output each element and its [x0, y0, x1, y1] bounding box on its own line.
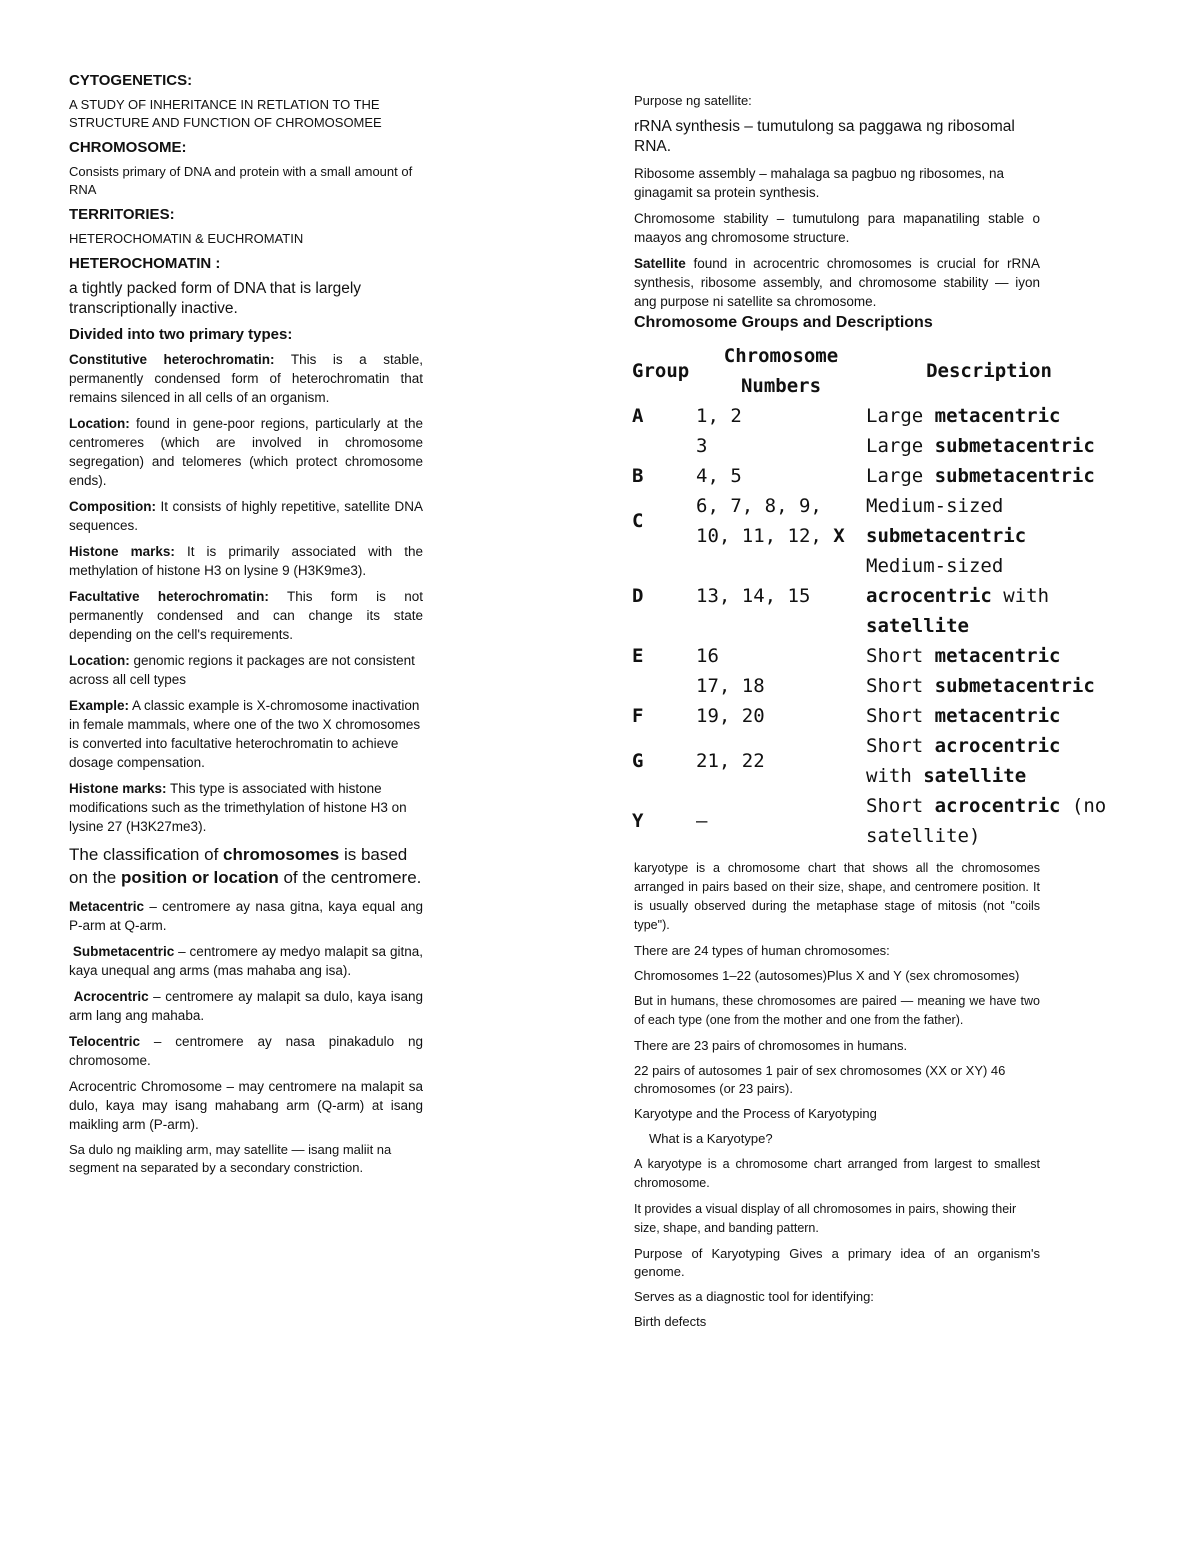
location-paragraph-2: [69, 651, 423, 689]
description-desc-bold2: satellite: [923, 765, 1027, 787]
it-provides-paragraph: It provides a visual display of all chromosomes in pairs, showing their size, shape, and banding pattern.: [634, 1202, 1017, 1235]
numbers-text: 3: [696, 435, 708, 457]
group-cell: B: [632, 465, 644, 487]
histone-label-1: Histone marks:: [69, 544, 175, 559]
classification-text-e: of the centromere.: [278, 868, 422, 887]
histone-text-2: This type is associated with histone modifications such as the trimethylation of histone H3 on lysine 27 (H3K27me3).: [69, 781, 407, 834]
purpose-satellite-heading: Purpose ng satellite:: [634, 93, 752, 108]
numbers-text: 21, 22: [696, 750, 765, 772]
numbers-text: 13, 14, 15: [696, 585, 811, 607]
group-cell: E: [632, 645, 644, 667]
group-cell: A: [632, 405, 644, 427]
classification-bold-position: position or location: [121, 868, 279, 887]
table-row: [632, 641, 1112, 671]
karyotype-definition: karyotype is a chromosome chart that shows all the chromosomes arranged in pairs based on their size, shape, and centromere position. It is usually observed during the metaphase stage of mitosis (not "coils type").: [634, 861, 1040, 932]
histone-paragraph-2: [69, 779, 423, 836]
description-cell: [866, 461, 1112, 491]
description-desc-bold: submetacentric: [934, 675, 1095, 697]
classification-paragraph: [69, 843, 423, 889]
purpose-karyotyping-paragraph: Purpose of Karyotyping Gives a primary idea of an organism's genome.: [634, 1246, 1040, 1279]
table-row: [632, 551, 1112, 641]
ribosome-assembly-paragraph: Ribosome assembly – mahalaga sa pagbuo ng ribosomes, na ginagamit sa protein synthesis.: [634, 166, 1004, 200]
classification-text-a: The classification of: [69, 845, 224, 864]
numbers-text: 4, 5: [696, 465, 742, 487]
group-cell: Y: [632, 810, 644, 832]
numbers-cell: [696, 461, 866, 491]
facultative-paragraph: [69, 587, 423, 644]
description-desc-pre: Large: [866, 405, 935, 427]
types-24-paragraph: There are 24 types of human chromosomes:: [634, 943, 890, 958]
divided-heading: Divided into two primary types:: [69, 326, 293, 343]
description-desc-pre: Large: [866, 465, 935, 487]
submetacentric-paragraph: [69, 942, 423, 980]
description-cell: [866, 671, 1112, 701]
serves-as-paragraph: Serves as a diagnostic tool for identifying:: [634, 1289, 874, 1304]
table-row: [632, 461, 1112, 491]
description-desc-pre: Medium-sized: [866, 555, 1015, 577]
telocentric-paragraph: [69, 1032, 423, 1070]
territories-heading: TERRITORIES:: [69, 206, 175, 223]
numbers-cell: [696, 401, 866, 431]
example-text: A classic example is X-chromosome inactivation in female mammals, where one of the two X chromosomes is converted into facultative heterochromatin to achieve dosage compensation.: [69, 698, 421, 770]
description-desc-bold2: satellite: [866, 615, 969, 637]
histone-paragraph-1: [69, 542, 423, 580]
table-row: [632, 671, 1112, 701]
header-numbers: Chromosome Numbers: [723, 345, 839, 397]
table-title: Chromosome Groups and Descriptions: [634, 314, 933, 331]
constitutive-label: Constitutive heterochromatin:: [69, 352, 275, 367]
numbers-text: 19, 20: [696, 705, 765, 727]
a-karyotype-paragraph: A karyotype is a chromosome chart arranged from largest to smallest chromosome.: [634, 1157, 1040, 1190]
location-text-1: found in gene-poor regions, particularly at the centromeres (which are involved in chromosome segregation) and telomeres (which protect chromosome ends).: [69, 416, 423, 488]
satellite-text: found in acrocentric chromosomes is crucial for rRNA synthesis, ribosome assembly, and chromosome stability — iyon ang purpose ni satellite sa chromosome.: [634, 256, 1040, 309]
location-paragraph-1: [69, 414, 423, 490]
satellite-label: Satellite: [634, 256, 686, 271]
header-description: Description: [926, 360, 1052, 382]
description-desc-bold: acrocentric: [866, 585, 992, 607]
description-desc-bold: submetacentric: [934, 435, 1095, 457]
chromosome-heading: CHROMOSOME:: [69, 139, 187, 156]
cytogenetics-definition: A STUDY OF INHERITANCE IN RETLATION TO THE STRUCTURE AND FUNCTION OF CHROMOSOMEE: [69, 97, 382, 130]
numbers-cell: [696, 791, 866, 851]
facultative-label: Facultative heterochromatin:: [69, 589, 269, 604]
histone-label-2: Histone marks:: [69, 781, 167, 796]
description-cell: [866, 551, 1112, 641]
group-cell: G: [632, 750, 644, 772]
pairs-22-paragraph: 22 pairs of autosomes 1 pair of sex chromosomes (XX or XY) 46 chromosomes (or 23 pairs).: [634, 1063, 1006, 1096]
left-column: [69, 72, 423, 1184]
but-in-humans-paragraph: But in humans, these chromosomes are paired — meaning we have two of each type (one from the mother and one from the father).: [634, 994, 1040, 1027]
chromosome-stability-paragraph: Chromosome stability – tumutulong para mapanatiling stable o maayos ang chromosome structure.: [634, 211, 1040, 245]
numbers-text: 1, 2: [696, 405, 742, 427]
constitutive-text: This is a stable, permanently condensed form of heterochromatin that remains silenced in all cells of an organism.: [69, 352, 424, 405]
numbers-cell: [696, 551, 866, 641]
numbers-text: —: [696, 810, 708, 832]
description-cell: [866, 401, 1112, 431]
submetacentric-text: – centromere ay medyo malapit sa gitna, kaya unequal ang arms (mas mahaba ang isa).: [69, 944, 423, 978]
satellite-paragraph: [634, 254, 1040, 311]
description-desc-pre: Large: [866, 435, 935, 457]
description-desc-pre: Medium-sized: [866, 495, 1015, 517]
table-header-row: [632, 341, 1112, 401]
telocentric-label: Telocentric: [69, 1034, 141, 1049]
description-desc-bold: acrocentric: [934, 735, 1061, 757]
sa-dulo-paragraph: Sa dulo ng maikling arm, may satellite — isang maliit na segment na separated by a secondary constriction.: [69, 1142, 392, 1175]
description-desc-pre: Short: [866, 645, 935, 667]
submetacentric-label: Submetacentric: [72, 944, 175, 959]
table-row: [632, 731, 1112, 791]
description-desc-post: with: [866, 735, 1072, 787]
table-row: [632, 491, 1112, 551]
pairs-23-paragraph: There are 23 pairs of chromosomes in humans.: [634, 1038, 908, 1053]
composition-text: It consists of highly repetitive, satellite DNA sequences.: [69, 499, 423, 533]
location-label-1: Location:: [69, 416, 130, 431]
header-group: Group: [632, 360, 690, 382]
location-label-2: Location:: [69, 653, 130, 668]
acrocentric-label: Acrocentric: [73, 989, 149, 1004]
description-cell: [866, 431, 1112, 461]
chromosome-definition: Consists primary of DNA and protein with a small amount of RNA: [69, 164, 413, 197]
group-cell: C: [632, 510, 644, 532]
heterochromatin-heading: HETEROCHOMATIN :: [69, 255, 221, 272]
description-cell: [866, 791, 1118, 851]
description-desc-bold: metacentric: [934, 645, 1061, 667]
group-cell: F: [632, 705, 644, 727]
description-desc-pre: Short: [866, 675, 935, 697]
numbers-cell: [696, 701, 866, 731]
birth-defects-paragraph: Birth defects: [634, 1314, 707, 1329]
description-desc-post: with: [991, 585, 1061, 607]
metacentric-label: Metacentric: [69, 899, 145, 914]
rrna-synthesis-paragraph: rRNA synthesis – tumutulong sa paggawa ng ribosomal RNA.: [634, 118, 1015, 155]
chromosome-groups-table: [632, 341, 1118, 851]
example-paragraph: [69, 696, 423, 772]
description-desc-pre: Short: [866, 705, 935, 727]
constitutive-paragraph: [69, 350, 423, 407]
numbers-cell: [696, 431, 866, 461]
composition-paragraph: [69, 497, 423, 535]
numbers-text: 17, 18: [696, 675, 765, 697]
table-row: [632, 701, 1112, 731]
description-cell: [866, 701, 1112, 731]
right-column: [632, 92, 1118, 1338]
description-desc-bold: metacentric: [934, 405, 1061, 427]
numbers-cell: [696, 731, 866, 791]
table-row: [632, 791, 1112, 851]
facultative-text: This form is not permanently condensed and can change its state depending on the cell's requirements.: [69, 589, 423, 642]
table-row: [632, 401, 1112, 431]
numbers-cell: [696, 491, 866, 551]
acrocentric-paragraph: [69, 987, 423, 1025]
description-desc-bold: acrocentric: [934, 795, 1061, 817]
histone-text-1: It is primarily associated with the methylation of histone H3 on lysine 9 (H3K9me3).: [69, 544, 423, 578]
description-desc-bold: submetacentric: [934, 465, 1095, 487]
acrocentric-text: – centromere ay malapit sa dulo, kaya isang arm lang ang mahaba.: [69, 989, 423, 1023]
group-cell: [632, 671, 696, 701]
metacentric-paragraph: [69, 897, 423, 935]
numbers-cell: [696, 671, 866, 701]
description-cell: [866, 641, 1112, 671]
description-desc-pre: Short: [866, 795, 935, 817]
numbers-text: 6, 7, 8, 9, 10, 11, 12,: [696, 495, 834, 547]
location-text-2: genomic regions it packages are not consistent across all cell types: [69, 653, 415, 687]
heterochromatin-definition: a tightly packed form of DNA that is largely transcriptionally inactive.: [69, 280, 362, 317]
chromosomes-1-22-paragraph: Chromosomes 1–22 (autosomes)Plus X and Y (sex chromosomes): [634, 968, 1020, 983]
table-body: [632, 401, 1118, 851]
group-cell: [632, 431, 696, 461]
description-cell: [866, 731, 1112, 791]
karyotype-process-heading: Karyotype and the Process of Karyotyping: [634, 1106, 877, 1121]
classification-bold-chromosomes: chromosomes: [223, 845, 340, 864]
numbers-cell: [696, 641, 866, 671]
description-desc-pre: Short: [866, 735, 935, 757]
cytogenetics-heading: CYTOGENETICS:: [69, 72, 193, 89]
territories-definition: HETEROCHOMATIN & EUCHROMATIN: [69, 231, 304, 246]
description-desc-post: (no satellite): [866, 795, 1118, 847]
composition-label: Composition:: [69, 499, 156, 514]
classification-text-c: is based on the: [69, 845, 408, 887]
description-cell: [866, 491, 1112, 551]
acrocentric-chromosome-paragraph: Acrocentric Chromosome – may centromere na malapit sa dulo, kaya may isang mahabang arm (Q-arm) at isang maikling arm (P-arm).: [69, 1079, 423, 1132]
numbers-text: 16: [696, 645, 719, 667]
group-cell: D: [632, 585, 644, 607]
telocentric-text: – centromere ay nasa pinakadulo ng chromosome.: [69, 1034, 423, 1068]
description-desc-bold: submetacentric: [866, 525, 1027, 547]
description-desc-bold: metacentric: [934, 705, 1061, 727]
table-row: [632, 431, 1112, 461]
numbers-bold: X: [833, 525, 845, 547]
example-label: Example:: [69, 698, 130, 713]
what-is-karyotype: What is a Karyotype?: [649, 1131, 773, 1146]
metacentric-text: – centromere ay nasa gitna, kaya equal ang P-arm at Q-arm.: [69, 899, 423, 933]
